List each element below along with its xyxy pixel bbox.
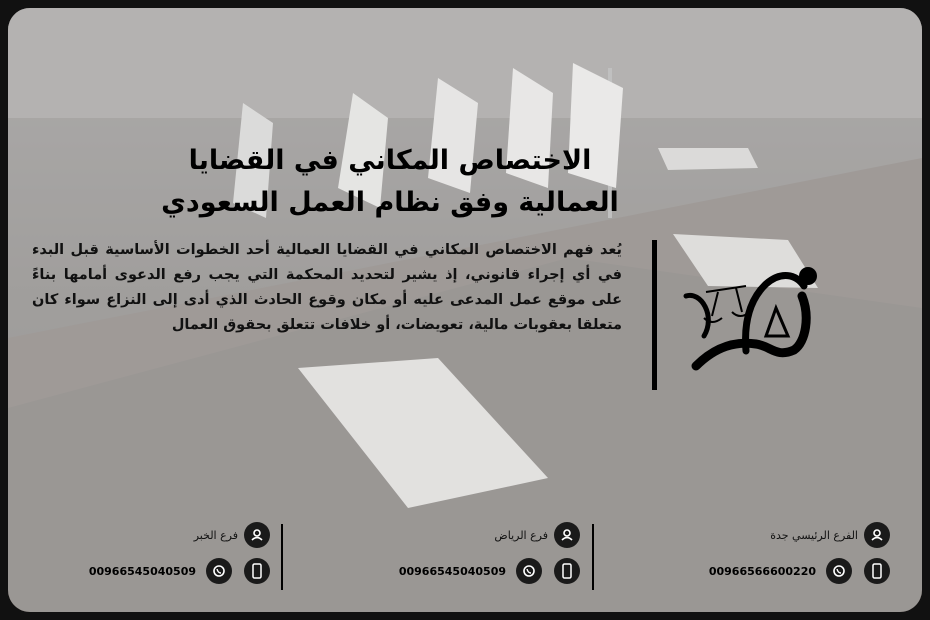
branch-divider	[281, 524, 283, 590]
calligraphy-logo-icon	[676, 246, 826, 378]
branch-khobar	[89, 521, 270, 587]
branch-riyadh	[399, 521, 580, 587]
branch-label: الفرع الرئيسي جدة	[770, 528, 858, 542]
location-icon	[554, 522, 580, 548]
page-title: الاختصاص المكاني في القضايا العمالية وفق نظام العمل السعودي	[161, 145, 619, 218]
whatsapp-icon[interactable]	[206, 558, 232, 584]
branch-phone[interactable]: 00966545040509	[88, 564, 196, 578]
whatsapp-icon[interactable]	[826, 558, 852, 584]
branch-phone[interactable]: 00966566600220	[708, 564, 816, 578]
body-paragraph: يُعد فهم الاختصاص المكاني في القضايا العمالية أحد الخطوات الأساسية قبل البدء في أي إجراء قانوني، إذ يشير لتحديد المحكمة التي يجب رفع الدعوى أمامها بناءً على موقع عمل المدعى عليه أو مكان وقوع الحادث الذي أدى إلى النزاع سواء كان متعلقا بعقوبات مالية، تعويضات، أو خلافات تتعلق بحقوق العمال	[32, 242, 622, 333]
branch-phone[interactable]: 00966545040509	[398, 564, 506, 578]
whatsapp-icon[interactable]	[516, 558, 542, 584]
vertical-divider	[652, 240, 657, 390]
location-icon	[864, 522, 890, 548]
branch-divider	[592, 524, 594, 590]
ad-card	[8, 8, 922, 612]
phone-icon[interactable]	[554, 558, 580, 584]
branch-label: فرع الخبر	[193, 528, 238, 542]
branch-label: فرع الرياض	[494, 528, 548, 542]
branch-jeddah	[709, 521, 890, 587]
location-icon	[244, 522, 270, 548]
phone-icon[interactable]	[244, 558, 270, 584]
phone-icon[interactable]	[864, 558, 890, 584]
